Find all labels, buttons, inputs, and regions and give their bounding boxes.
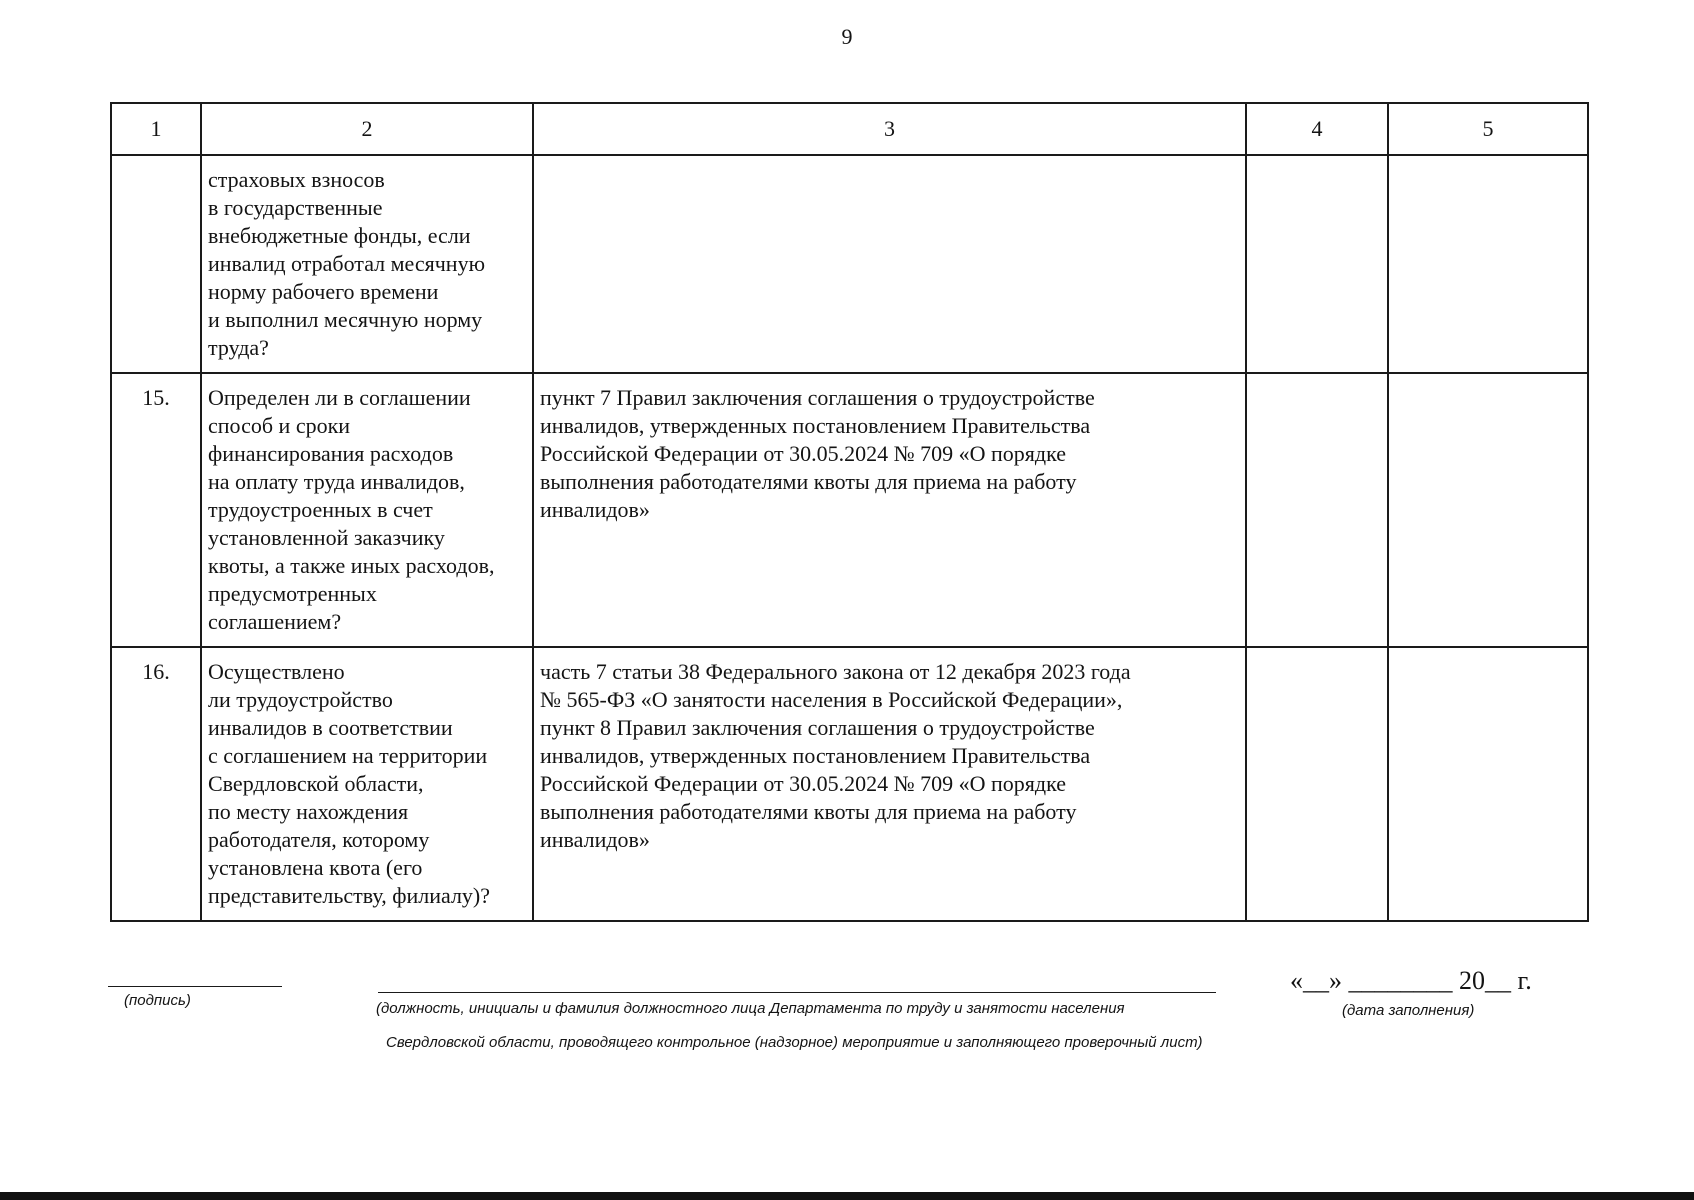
official-caption-line-1: (должность, инициалы и фамилия должностного лица Департамента по труду и занятости населения bbox=[376, 1000, 1125, 1017]
scan-edge-bar bbox=[0, 1192, 1694, 1200]
row-number bbox=[111, 155, 201, 373]
checklist-table bbox=[110, 102, 1589, 922]
question-line: с соглашением на территории bbox=[208, 743, 488, 768]
question-line: и выполнил месячную норму bbox=[208, 307, 483, 332]
col4-cell bbox=[1246, 373, 1388, 647]
official-line bbox=[378, 992, 1216, 993]
header-col-1: 1 bbox=[111, 103, 201, 155]
date-caption: (дата заполнения) bbox=[1342, 1002, 1475, 1019]
reference-line: пункт 7 Правил заключения соглашения о трудоустройстве bbox=[540, 385, 1095, 410]
col5-cell bbox=[1388, 373, 1588, 647]
question-line: по месту нахождения bbox=[208, 799, 409, 824]
question-line: предусмотренных bbox=[208, 581, 377, 606]
question-line: Свердловской области, bbox=[208, 771, 424, 796]
signature-line bbox=[108, 986, 282, 987]
col4-cell bbox=[1246, 155, 1388, 373]
question-line: инвалид отработал месячную bbox=[208, 251, 486, 276]
question-cell bbox=[201, 373, 533, 647]
question-cell bbox=[201, 155, 533, 373]
page-number: 9 bbox=[841, 24, 853, 49]
signature-caption: (подпись) bbox=[124, 992, 191, 1009]
reference-line: часть 7 статьи 38 Федерального закона от 12 декабря 2023 года bbox=[540, 659, 1131, 684]
table-row bbox=[111, 647, 1588, 921]
question-line: инвалидов в соответствии bbox=[208, 715, 453, 740]
col5-cell bbox=[1388, 155, 1588, 373]
reference-line: Российской Федерации от 30.05.2024 № 709 «О порядке bbox=[540, 771, 1067, 796]
table-row bbox=[111, 155, 1588, 373]
question-line: в государственные bbox=[208, 195, 383, 220]
reference-line: выполнения работодателями квоты для приема на работу bbox=[540, 469, 1077, 494]
reference-line: инвалидов, утвержденных постановлением Правительства bbox=[540, 743, 1091, 768]
header-col-5: 5 bbox=[1388, 103, 1588, 155]
reference-line: инвалидов, утвержденных постановлением Правительства bbox=[540, 413, 1091, 438]
question-cell bbox=[201, 647, 533, 921]
question-line: ли трудоустройство bbox=[208, 687, 393, 712]
question-line: установленной заказчику bbox=[208, 525, 445, 550]
reference-line: № 565-ФЗ «О занятости населения в Российской Федерации», bbox=[540, 687, 1123, 712]
question-line: соглашением? bbox=[208, 609, 342, 634]
question-line: трудоустроенных в счет bbox=[208, 497, 433, 522]
reference-line: инвалидов» bbox=[540, 827, 650, 852]
question-line: работодателя, которому bbox=[208, 827, 430, 852]
question-line: труда? bbox=[208, 335, 269, 360]
reference-line: инвалидов» bbox=[540, 497, 650, 522]
col4-cell bbox=[1246, 647, 1388, 921]
date-field: «__» ________ 20__ г. bbox=[1290, 966, 1532, 995]
question-line: способ и сроки bbox=[208, 413, 351, 438]
col5-cell bbox=[1388, 647, 1588, 921]
header-col-3: 3 bbox=[533, 103, 1246, 155]
reference-line: выполнения работодателями квоты для приема на работу bbox=[540, 799, 1077, 824]
reference-cell bbox=[533, 373, 1246, 647]
question-line: страховых взносов bbox=[208, 167, 385, 192]
official-caption-line-2: Свердловской области, проводящего контрольное (надзорное) мероприятие и заполняющего проверочный лист) bbox=[386, 1034, 1203, 1051]
table-row bbox=[111, 373, 1588, 647]
question-line: квоты, а также иных расходов, bbox=[208, 553, 495, 578]
reference-cell bbox=[533, 647, 1246, 921]
reference-line: Российской Федерации от 30.05.2024 № 709 «О порядке bbox=[540, 441, 1067, 466]
row-number: 15. bbox=[111, 373, 201, 647]
question-line: установлена квота (его bbox=[208, 855, 423, 880]
question-line: Определен ли в соглашении bbox=[208, 385, 471, 410]
table-header-row bbox=[111, 103, 1588, 155]
question-line: на оплату труда инвалидов, bbox=[208, 469, 465, 494]
question-line: внебюджетные фонды, если bbox=[208, 223, 471, 248]
reference-line: пункт 8 Правил заключения соглашения о трудоустройстве bbox=[540, 715, 1095, 740]
row-number: 16. bbox=[111, 647, 201, 921]
header-col-4: 4 bbox=[1246, 103, 1388, 155]
reference-cell bbox=[533, 155, 1246, 373]
question-line: финансирования расходов bbox=[208, 441, 454, 466]
question-line: Осуществлено bbox=[208, 659, 345, 684]
question-line: представительству, филиалу)? bbox=[208, 883, 491, 908]
question-line: норму рабочего времени bbox=[208, 279, 439, 304]
header-col-2: 2 bbox=[201, 103, 533, 155]
